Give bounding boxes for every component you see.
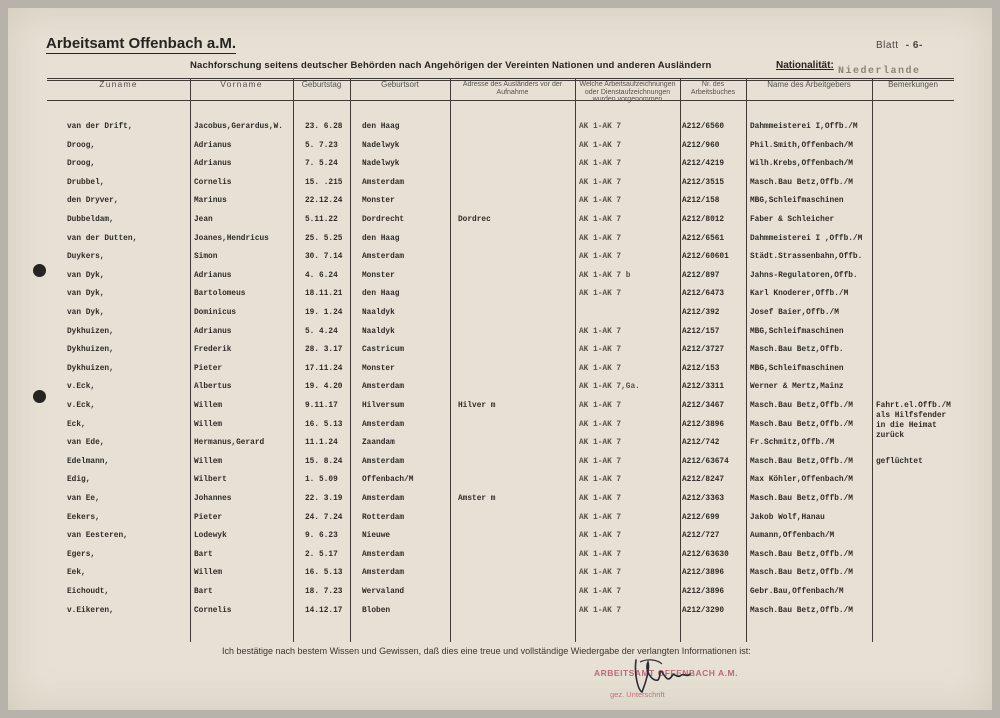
table-cell-book: A212/157 bbox=[682, 327, 720, 336]
table-header-rule bbox=[47, 100, 954, 101]
table-cell-employer: Faber & Schleicher bbox=[750, 216, 835, 224]
table-cell-place: Amsterdam bbox=[362, 420, 405, 429]
table-cell-surname: Eek, bbox=[67, 569, 86, 578]
column-divider bbox=[575, 78, 576, 642]
table-cell-records: AK 1-AK 7 bbox=[579, 402, 622, 410]
table-cell-records: AK 1-AK 7 bbox=[579, 532, 622, 541]
table-cell-employer: Jakob Wolf,Hanau bbox=[750, 513, 825, 522]
table-cell-place: Amsterdam bbox=[362, 178, 405, 187]
table-cell-surname: Eck, bbox=[67, 420, 86, 429]
table-cell-place: Nieuwe bbox=[362, 532, 391, 541]
table-cell-surname: Eichoudt, bbox=[67, 588, 110, 596]
table-cell-records: AK 1-AK 7 bbox=[579, 160, 622, 169]
table-cell-employer: Gebr.Bau,Offenbach/M bbox=[750, 588, 844, 596]
table-cell-records: AK 1-AK 7 bbox=[579, 457, 622, 466]
table-cell-surname: v.Eck, bbox=[67, 383, 96, 392]
table-cell-employer: Max Köhler,Offenbach/M bbox=[750, 476, 853, 485]
table-cell-place: Bloben bbox=[362, 606, 391, 615]
table-cell-book: A212/3467 bbox=[682, 402, 725, 410]
table-cell-records: AK 1-AK 7 bbox=[579, 476, 622, 485]
table-cell-place: Amsterdam bbox=[362, 457, 405, 466]
table-cell-place: Amsterdam bbox=[362, 569, 405, 578]
table-cell-records: AK 1-AK 7 bbox=[579, 495, 622, 503]
column-header: Adresse des Ausländers vor der Aufnahme bbox=[462, 81, 563, 96]
table-cell-book: A212/699 bbox=[682, 513, 720, 522]
table-cell-place: Monster bbox=[362, 271, 395, 280]
table-cell-book: A212/897 bbox=[682, 271, 720, 280]
table-cell-book: A212/4219 bbox=[682, 160, 725, 169]
table-cell-book: A212/3311 bbox=[682, 383, 725, 392]
table-cell-birth: 24. 7.24 bbox=[305, 513, 343, 522]
table-cell-employer: Jahns-Regulatoren,Offb. bbox=[750, 271, 858, 280]
table-cell-first: Cornelis bbox=[194, 178, 232, 187]
table-cell-employer: Dahmmeisterei I,Offb./M bbox=[750, 123, 858, 131]
table-cell-place: den Haag bbox=[362, 123, 400, 131]
table-cell-records: AK 1-AK 7 bbox=[579, 606, 622, 615]
table-cell-surname: van Dyk, bbox=[67, 290, 105, 299]
table-cell-book: A212/6473 bbox=[682, 290, 725, 299]
sheet-label: Blatt bbox=[876, 40, 899, 51]
table-cell-birth: 18.11.21 bbox=[305, 290, 343, 299]
table-cell-birth: 14.12.17 bbox=[305, 606, 343, 615]
table-cell-place: Monster bbox=[362, 197, 395, 206]
table-cell-place: Amsterdam bbox=[362, 550, 405, 559]
punch-hole bbox=[33, 390, 46, 403]
table-cell-surname: Droog, bbox=[67, 141, 96, 150]
table-cell-first: Lodewyk bbox=[194, 532, 227, 541]
table-cell-birth: 19. 4.20 bbox=[305, 383, 343, 392]
table-cell-birth: 23. 6.28 bbox=[305, 123, 343, 131]
table-cell-records: AK 1-AK 7 bbox=[579, 123, 622, 131]
table-cell-book: A212/8012 bbox=[682, 216, 725, 224]
table-cell-birth: 22. 3.19 bbox=[305, 495, 343, 503]
table-cell-book: A212/727 bbox=[682, 532, 720, 541]
certification-text: Ich bestätige nach bestem Wissen und Gewissen, daß dies eine treue und vollständige Wiedergabe der verlangten Informationen ist: bbox=[222, 646, 751, 656]
table-cell-records: AK 1-AK 7 bbox=[579, 569, 622, 578]
table-cell-address: Hilver m bbox=[458, 402, 496, 410]
table-cell-book: A212/63630 bbox=[682, 550, 729, 559]
table-cell-first: Wilbert bbox=[194, 476, 227, 485]
table-cell-employer: Masch.Bau Betz,Offb./M bbox=[750, 178, 853, 187]
table-cell-place: Nadelwyk bbox=[362, 141, 400, 150]
column-divider bbox=[746, 78, 747, 642]
table-cell-surname: v.Eikeren, bbox=[67, 606, 114, 615]
table-cell-place: Amsterdam bbox=[362, 253, 405, 262]
table-cell-place: Dordrecht bbox=[362, 216, 405, 224]
table-cell-book: A212/960 bbox=[682, 141, 720, 150]
table-cell-birth: 5. 4.24 bbox=[305, 327, 338, 336]
table-cell-book: A212/63674 bbox=[682, 457, 729, 466]
table-cell-birth: 4. 6.24 bbox=[305, 271, 338, 280]
table-cell-surname: v.Eck, bbox=[67, 402, 96, 410]
table-cell-employer: Masch.Bau Betz,Offb./M bbox=[750, 402, 853, 410]
table-cell-birth: 17.11.24 bbox=[305, 364, 343, 373]
table-cell-first: Cornelis bbox=[194, 606, 232, 615]
table-cell-first: Bartolomeus bbox=[194, 290, 246, 299]
column-divider bbox=[350, 78, 351, 642]
table-cell-surname: van der Dutten, bbox=[67, 234, 138, 243]
table-cell-first: Johannes bbox=[194, 495, 232, 503]
office-stamp-sub: gez. Unterschrift bbox=[610, 690, 665, 699]
table-cell-employer: Masch.Bau Betz,Offb./M bbox=[750, 606, 853, 615]
table-cell-first: Bart bbox=[194, 588, 213, 596]
table-cell-birth: 19. 1.24 bbox=[305, 309, 343, 317]
table-cell-first: Willem bbox=[194, 457, 223, 466]
table-cell-records: AK 1-AK 7 bbox=[579, 234, 622, 243]
table-cell-records: AK 1-AK 7 bbox=[579, 346, 622, 355]
table-cell-records: AK 1-AK 7,Ga. bbox=[579, 383, 640, 392]
table-cell-first: Adrianus bbox=[194, 160, 232, 169]
table-cell-book: A212/8247 bbox=[682, 476, 725, 485]
table-cell-book: A212/3363 bbox=[682, 495, 725, 503]
table-cell-birth: 11.1.24 bbox=[305, 439, 338, 448]
table-cell-first: Simon bbox=[194, 253, 218, 262]
table-cell-employer: Fr.Schmitz,Offb./M bbox=[750, 439, 835, 448]
table-cell-birth: 2. 5.17 bbox=[305, 550, 338, 559]
table-cell-birth: 1. 5.09 bbox=[305, 476, 338, 485]
table-cell-place: Naaldyk bbox=[362, 309, 395, 317]
table-cell-surname: Duykers, bbox=[67, 253, 105, 262]
column-divider bbox=[293, 78, 294, 642]
table-cell-records: AK 1-AK 7 b bbox=[579, 271, 631, 280]
table-cell-remarks: Fahrt.el.Offb./M als Hilfsfender in die Heimat zurück bbox=[876, 402, 951, 440]
table-cell-first: Willem bbox=[194, 569, 223, 578]
table-cell-birth: 15. .215 bbox=[305, 178, 343, 187]
table-cell-first: Pieter bbox=[194, 364, 223, 373]
table-cell-records: AK 1-AK 7 bbox=[579, 364, 622, 373]
table-cell-birth: 15. 8.24 bbox=[305, 457, 343, 466]
nationality-value: Niederlande bbox=[838, 66, 921, 77]
table-cell-first: Willem bbox=[194, 420, 223, 429]
table-cell-records: AK 1-AK 7 bbox=[579, 253, 622, 262]
table-cell-birth: 16. 5.13 bbox=[305, 420, 343, 429]
column-divider bbox=[190, 78, 191, 642]
office-title: Arbeitsamt Offenbach a.M. bbox=[46, 35, 237, 52]
table-cell-first: Jean bbox=[194, 216, 213, 224]
table-cell-birth: 16. 5.13 bbox=[305, 569, 343, 578]
table-cell-book: A212/6560 bbox=[682, 123, 725, 131]
table-cell-surname: Dykhuizen, bbox=[67, 327, 114, 336]
table-cell-place: Monster bbox=[362, 364, 395, 373]
table-cell-surname: Dubbeldam, bbox=[67, 216, 114, 224]
table-cell-records: AK 1-AK 7 bbox=[579, 327, 622, 336]
table-cell-birth: 9.11.17 bbox=[305, 402, 338, 410]
table-cell-place: Wervaland bbox=[362, 588, 405, 596]
office-stamp: ARBEITSAMT OFFENBACH A.M. bbox=[594, 668, 738, 678]
table-cell-place: Castricum bbox=[362, 346, 405, 355]
table-cell-employer: Masch.Bau Betz,Offb./M bbox=[750, 420, 853, 429]
signature-icon bbox=[628, 652, 698, 698]
table-cell-surname: van Ee, bbox=[67, 495, 100, 503]
table-cell-surname: Egers, bbox=[67, 550, 96, 559]
table-cell-first: Marinus bbox=[194, 197, 227, 206]
table-cell-employer: Josef Baier,Offb./M bbox=[750, 309, 839, 317]
column-header: Vorname bbox=[220, 79, 263, 89]
table-cell-employer: Dahmmeisterei I ,Offb./M bbox=[750, 234, 863, 243]
table-cell-book: A212/3727 bbox=[682, 346, 725, 355]
table-cell-records: AK 1-AK 7 bbox=[579, 197, 622, 206]
table-cell-employer: Karl Knoderer,Offb./M bbox=[750, 290, 849, 299]
table-cell-birth: 5.11.22 bbox=[305, 216, 338, 224]
table-cell-employer: Werner & Mertz,Mainz bbox=[750, 383, 844, 392]
table-cell-birth: 30. 7.14 bbox=[305, 253, 343, 262]
table-cell-first: Adrianus bbox=[194, 327, 232, 336]
table-cell-employer: Masch.Bau Betz,Offb./M bbox=[750, 495, 853, 503]
sheet-number bbox=[876, 40, 923, 51]
table-cell-employer: Masch.Bau Betz,Offb./M bbox=[750, 569, 853, 578]
table-cell-birth: 5. 7.23 bbox=[305, 141, 338, 150]
column-header: Zuname bbox=[99, 79, 138, 89]
table-cell-records: AK 1-AK 7 bbox=[579, 588, 622, 596]
table-cell-employer: MBG,Schleifmaschinen bbox=[750, 197, 844, 206]
table-cell-surname: van Dyk, bbox=[67, 271, 105, 280]
column-header: Name des Arbeitgebers bbox=[767, 80, 851, 89]
table-cell-employer: Phil.Smith,Offenbach/M bbox=[750, 141, 853, 150]
table-cell-records: AK 1-AK 7 bbox=[579, 141, 622, 150]
table-cell-first: Bart bbox=[194, 550, 213, 559]
table-cell-first: Willem bbox=[194, 402, 223, 410]
column-header: Nr. des Arbeitsbuches bbox=[690, 81, 736, 96]
column-header: Geburtstag bbox=[301, 80, 342, 89]
table-cell-place: Offenbach/M bbox=[362, 476, 414, 485]
table-cell-place: Amsterdam bbox=[362, 495, 405, 503]
table-cell-birth: 25. 5.25 bbox=[305, 234, 343, 243]
table-cell-first: Albertus bbox=[194, 383, 232, 392]
table-cell-place: Zaandam bbox=[362, 439, 395, 448]
table-cell-employer: Masch.Bau Betz,Offb./M bbox=[750, 550, 853, 559]
table-cell-first: Frederik bbox=[194, 346, 232, 355]
table-cell-book: A212/6561 bbox=[682, 234, 725, 243]
table-cell-records: AK 1-AK 7 bbox=[579, 439, 622, 448]
table-cell-first: Dominicus bbox=[194, 309, 237, 317]
table-cell-birth: 9. 6.23 bbox=[305, 532, 338, 541]
table-cell-place: Naaldyk bbox=[362, 327, 395, 336]
table-cell-place: Rotterdam bbox=[362, 513, 405, 522]
document-subtitle: Nachforschung seitens deutscher Behörden nach Angehörigen der Vereinten Nationen und anderen Ausländern bbox=[190, 60, 712, 71]
table-cell-first: Pieter bbox=[194, 513, 223, 522]
table-cell-surname: van Eesteren, bbox=[67, 532, 128, 541]
table-cell-surname: Droog, bbox=[67, 160, 96, 169]
table-cell-birth: 7. 5.24 bbox=[305, 160, 338, 169]
table-cell-book: A212/392 bbox=[682, 309, 720, 317]
table-cell-birth: 28. 3.17 bbox=[305, 346, 343, 355]
table-cell-employer: Städt.Strassenbahn,Offb. bbox=[750, 253, 863, 262]
table-cell-surname: Eekers, bbox=[67, 513, 100, 522]
table-cell-employer: MBG,Schleifmaschinen bbox=[750, 364, 844, 373]
table-cell-book: A212/3515 bbox=[682, 178, 725, 187]
table-cell-book: A212/158 bbox=[682, 197, 720, 206]
nationality-label: Nationalität: bbox=[776, 60, 834, 71]
table-cell-surname: van Dyk, bbox=[67, 309, 105, 317]
table-cell-book: A212/3290 bbox=[682, 606, 725, 615]
table-cell-first: Jacobus,Gerardus,W. bbox=[194, 123, 283, 131]
table-cell-surname: van Ede, bbox=[67, 439, 105, 448]
table-cell-employer: Masch.Bau Betz,Offb./M bbox=[750, 457, 853, 466]
table-cell-employer: Wilh.Krebs,Offenbach/M bbox=[750, 160, 853, 169]
table-cell-book: A212/742 bbox=[682, 439, 720, 448]
column-divider bbox=[450, 78, 451, 642]
table-cell-birth: 22.12.24 bbox=[305, 197, 343, 206]
table-cell-surname: Edelmann, bbox=[67, 457, 110, 466]
column-divider bbox=[872, 78, 873, 642]
column-header: Geburtsort bbox=[381, 80, 419, 89]
table-cell-address: Amster m bbox=[458, 495, 496, 503]
punch-hole bbox=[33, 264, 46, 277]
table-cell-employer: Aumann,Offenbach/M bbox=[750, 532, 835, 541]
table-cell-place: Nadelwyk bbox=[362, 160, 400, 169]
column-divider bbox=[680, 78, 681, 642]
table-cell-surname: van der Drift, bbox=[67, 123, 133, 131]
table-cell-records: AK 1-AK 7 bbox=[579, 216, 622, 224]
table-cell-place: Amsterdam bbox=[362, 383, 405, 392]
table-top-rule bbox=[47, 78, 954, 79]
table-cell-remarks: geflüchtet bbox=[876, 457, 923, 466]
table-cell-surname: Dykhuizen, bbox=[67, 346, 114, 355]
table-cell-employer: MBG,Schleifmaschinen bbox=[750, 327, 844, 336]
table-cell-surname: Dykhuizen, bbox=[67, 364, 114, 373]
table-cell-first: Adrianus bbox=[194, 141, 232, 150]
column-header: Welche Arbeitsaufzeichnungen oder Dienstaufzeichnungen wurden vorgenommen bbox=[579, 81, 676, 103]
table-cell-surname: den Dryver, bbox=[67, 197, 119, 206]
table-cell-employer: Masch.Bau Betz,Offb. bbox=[750, 346, 844, 355]
table-cell-records: AK 1-AK 7 bbox=[579, 513, 622, 522]
table-cell-book: A212/3896 bbox=[682, 588, 725, 596]
table-cell-records: AK 1-AK 7 bbox=[579, 550, 622, 559]
table-cell-records: AK 1-AK 7 bbox=[579, 290, 622, 299]
table-cell-address: Dordrec bbox=[458, 216, 491, 224]
table-cell-book: A212/3896 bbox=[682, 569, 725, 578]
table-cell-first: Joanes,Hendricus bbox=[194, 234, 269, 243]
table-cell-first: Hermanus,Gerard bbox=[194, 439, 265, 448]
table-cell-book: A212/3896 bbox=[682, 420, 725, 429]
table-cell-surname: Drubbel, bbox=[67, 178, 105, 187]
table-cell-surname: Edig, bbox=[67, 476, 91, 485]
sheet-value: - 6- bbox=[905, 40, 923, 51]
table-cell-book: A212/60601 bbox=[682, 253, 729, 262]
table-cell-records: AK 1-AK 7 bbox=[579, 178, 622, 187]
table-cell-records: AK 1-AK 7 bbox=[579, 420, 622, 429]
table-cell-birth: 18. 7.23 bbox=[305, 588, 343, 596]
table-cell-first: Adrianus bbox=[194, 271, 232, 280]
table-cell-place: den Haag bbox=[362, 290, 400, 299]
table-cell-place: den Haag bbox=[362, 234, 400, 243]
column-header: Bemerkungen bbox=[888, 80, 938, 89]
table-cell-book: A212/153 bbox=[682, 364, 720, 373]
table-cell-place: Hilversum bbox=[362, 402, 405, 410]
